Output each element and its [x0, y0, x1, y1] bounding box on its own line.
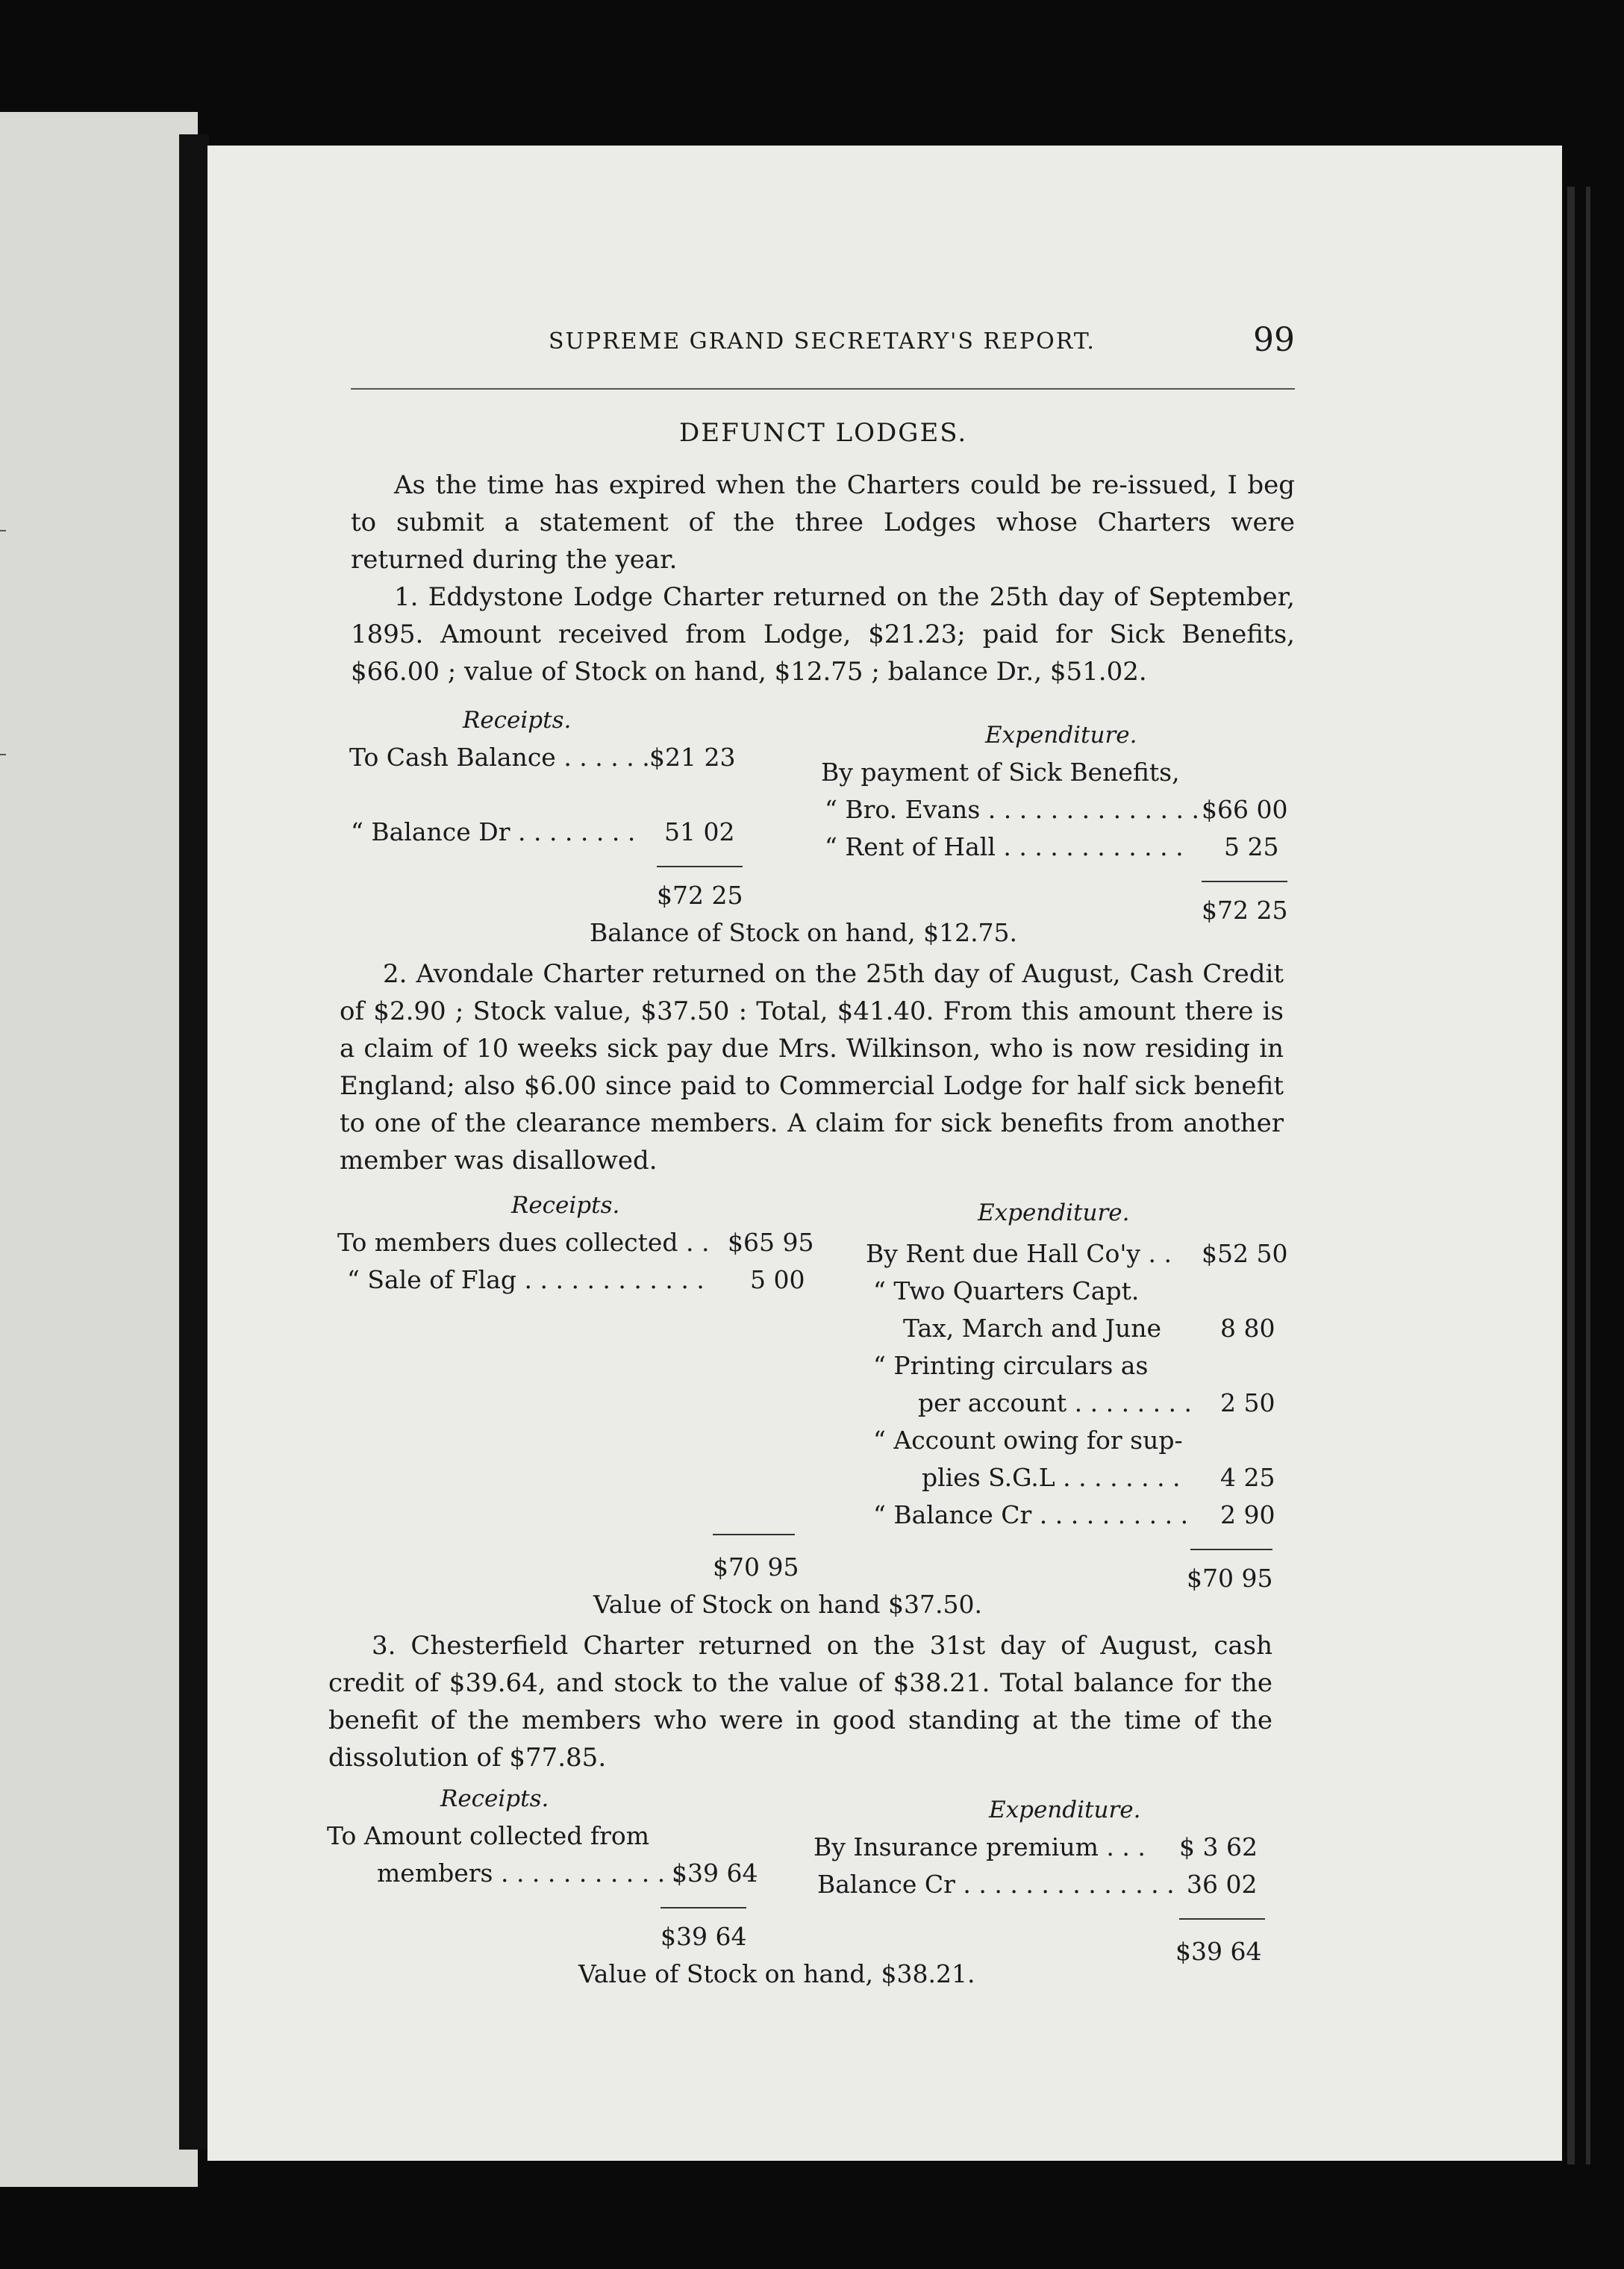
expenditure-total: $72 25: [1202, 896, 1288, 925]
item1-paragraph: [351, 578, 1295, 690]
sum-rule: [657, 866, 743, 867]
header-rule: [351, 388, 1295, 390]
page-edge: [1567, 187, 1575, 2165]
expenditure-total: $39 64: [1175, 1937, 1262, 1966]
receipt-line: To members dues collected . .: [337, 1228, 710, 1257]
receipt-line: To Cash Balance . . . . . .: [349, 743, 650, 772]
expenditure-amount: 4 25: [1220, 1463, 1275, 1492]
expenditure-label: Expenditure.: [989, 1797, 1141, 1823]
sum-rule: [1202, 881, 1287, 882]
section-title: DEFUNCT LODGES.: [679, 418, 968, 448]
expenditure-label: Expenditure.: [978, 1199, 1130, 1226]
item1-text: 1. Eddystone Lodge Charter returned on the 25th day of September, 1895. Amount received from Lodge, $21.23; paid for Sick Benefits, $66.00 ; value of Stock on hand, $12.75 ; balance Dr., $51.02.: [351, 582, 1295, 687]
expenditure-line: Tax, March and June: [903, 1314, 1161, 1343]
expenditure-amount: $ 3 62: [1179, 1832, 1258, 1861]
stock-value-note: Value of Stock on hand $37.50.: [593, 1590, 982, 1619]
running-title: SUPREME GRAND SECRETARY'S REPORT.: [549, 328, 1096, 355]
receipts-label: Receipts.: [463, 707, 572, 734]
receipt-line: “ Sale of Flag . . . . . . . . . . . .: [347, 1265, 705, 1294]
sum-rule: [1190, 1549, 1272, 1550]
sum-rule: [1179, 1918, 1265, 1920]
receipts-total: $39 64: [660, 1922, 747, 1951]
intro-paragraph: [351, 466, 1295, 578]
item2-paragraph: [340, 955, 1284, 1179]
receipt-line: members . . . . . . . . . . . .: [377, 1858, 681, 1888]
expenditure-line: “ Bro. Evans . . . . . . . . . . . . . .: [825, 795, 1199, 824]
expenditure-amount: 36 02: [1187, 1870, 1258, 1899]
expenditure-line: “ Balance Cr . . . . . . . . . .: [873, 1500, 1189, 1529]
receipt-amount: $39 64: [672, 1858, 758, 1888]
sum-rule: [660, 1907, 746, 1908]
expenditure-line: By payment of Sick Benefits,: [821, 758, 1180, 787]
expenditure-amount: 8 80: [1220, 1314, 1275, 1343]
stock-value-note: Value of Stock on hand, $38.21.: [578, 1959, 975, 1988]
item3-paragraph: [328, 1627, 1272, 1776]
expenditure-line: “ Printing circulars as: [873, 1351, 1149, 1380]
expenditure-amount: 2 50: [1220, 1388, 1275, 1417]
expenditure-line: plies S.G.L . . . . . . . .: [922, 1463, 1181, 1492]
receipt-amount: $65 95: [728, 1228, 814, 1257]
stock-balance-note: Balance of Stock on hand, $12.75.: [590, 918, 1018, 947]
expenditure-line: Balance Cr . . . . . . . . . . . . . .: [817, 1870, 1175, 1899]
sum-rule: [713, 1534, 795, 1535]
expenditure-amount: $52 50: [1202, 1239, 1288, 1268]
item3-text: 3. Chesterfield Charter returned on the 31st day of August, cash credit of $39.64, and stock to the value of $38.21. Total balance for the benefit of the members who were in good standing at the time of the dissolution of $77.85.: [328, 1631, 1272, 1773]
receipts-total: $70 95: [713, 1552, 799, 1582]
expenditure-line: per account . . . . . . . .: [918, 1388, 1193, 1417]
book-gutter: [179, 134, 209, 2150]
expenditure-line: By Rent due Hall Co'y . .: [866, 1239, 1172, 1268]
receipts-label: Receipts.: [440, 1785, 549, 1812]
expenditure-line: By Insurance premium . . .: [813, 1832, 1146, 1861]
page-header: [340, 321, 1295, 366]
expenditure-amount: $66 00: [1202, 795, 1288, 824]
receipts-label: Receipts.: [511, 1192, 620, 1219]
expenditure-amount: 5 25: [1224, 832, 1279, 861]
expenditure-line: “ Two Quarters Capt.: [873, 1276, 1140, 1305]
expenditure-label: Expenditure.: [985, 722, 1137, 749]
intro-text: As the time has expired when the Charters could be re-issued, I beg to submit a statement of the three Lodges whose Charters were returned during the year.: [351, 470, 1295, 575]
receipt-amount: 51 02: [664, 817, 735, 846]
expenditure-amount: 2 90: [1220, 1500, 1275, 1529]
page-number: 99: [1253, 321, 1295, 359]
receipts-total: $72 25: [657, 881, 743, 910]
expenditure-line: “ Rent of Hall . . . . . . . . . . . .: [825, 832, 1184, 861]
item2-text: 2. Avondale Charter returned on the 25th day of August, Cash Credit of $2.90 ; Stock value, $37.50 : Total, $41.40. From this amount there is a claim of 10 weeks sick pay due Mrs. Wilkinson, who is now residing in England; also $6.00 since paid to Commercial Lodge for half sick benefit to one of the clearance members. A claim for sick benefits from another member was disallowed.: [340, 959, 1284, 1176]
receipt-line: To Amount collected from: [327, 1821, 650, 1850]
expenditure-line: “ Account owing for sup-: [873, 1426, 1183, 1455]
receipt-line: “ Balance Dr . . . . . . . .: [351, 817, 636, 846]
page-edge: [1586, 187, 1590, 2165]
expenditure-total: $70 95: [1187, 1564, 1273, 1593]
receipt-amount: 5 00: [750, 1265, 805, 1294]
facing-page-edge: [0, 112, 198, 2187]
receipt-amount: $21 23: [649, 743, 736, 772]
